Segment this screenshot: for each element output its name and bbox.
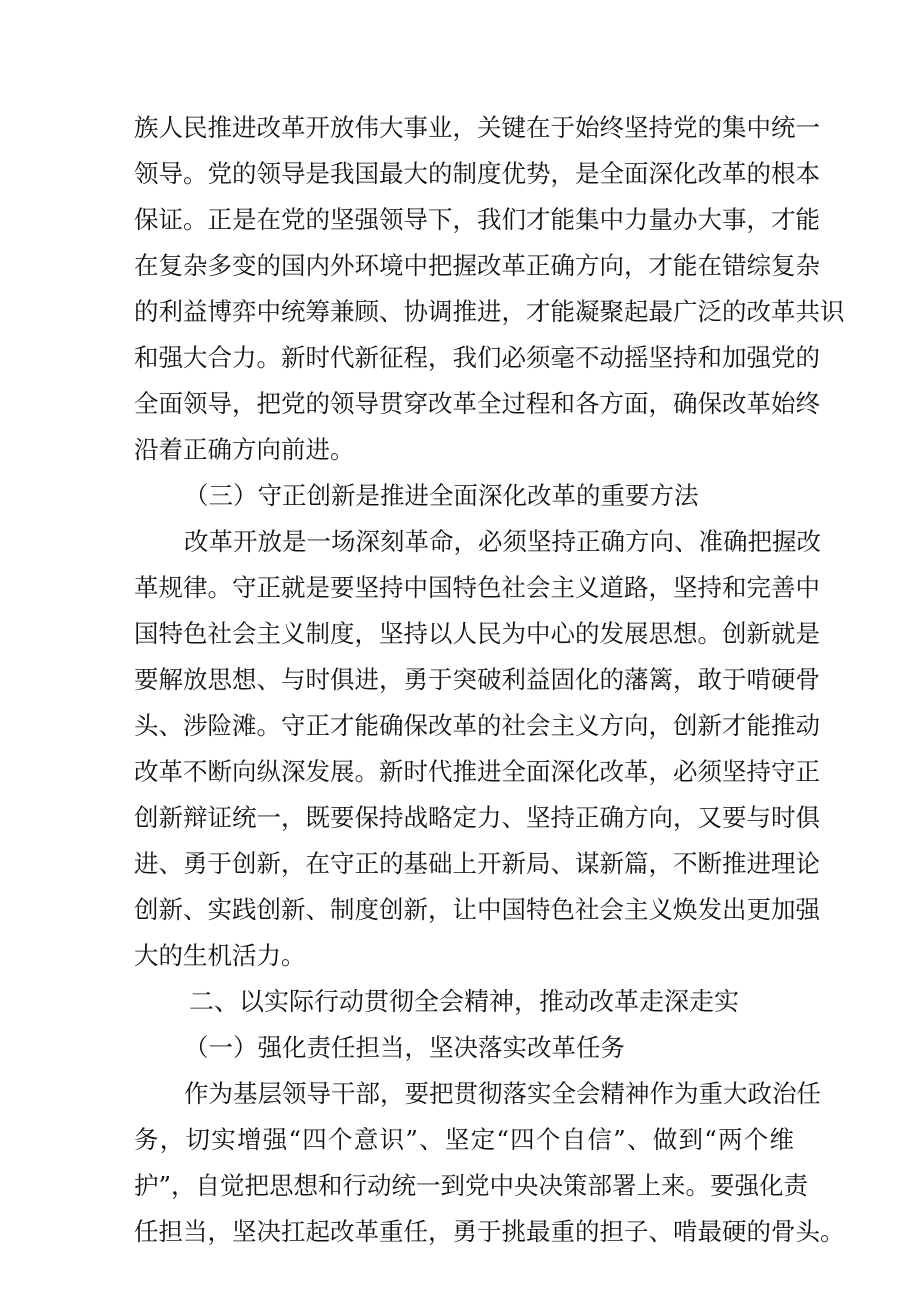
paragraph-1-line-8: 沿着正确方向前进。 bbox=[134, 435, 355, 464]
paragraph-2-line-4: 要解放思想、与时俱进，勇于突破利益固化的藩篱，敢于啃硬骨 bbox=[134, 665, 820, 694]
paragraph-2-line-7: 创新辩证统一，既要保持战略定力、坚持正确方向，又要与时俱 bbox=[134, 803, 820, 832]
paragraph-2-line-9: 创新、实践创新、制度创新，让中国特色社会主义焕发出更加强 bbox=[134, 895, 820, 924]
paragraph-3-line-3: 护”，自觉把思想和行动统一到党中央决策部署上来。要强化责 bbox=[134, 1171, 809, 1200]
subheading-3: （三）守正创新是推进全面深化改革的重要方法 bbox=[184, 481, 699, 510]
paragraph-2-line-2: 革规律。守正就是要坚持中国特色社会主义道路，坚持和完善中 bbox=[134, 573, 820, 602]
section-heading-2: 二、以实际行动贯彻全会精神，推动改革走深走实 bbox=[188, 987, 739, 1016]
paragraph-1-line-7: 全面领导，把党的领导贯穿改革全过程和各方面，确保改革始终 bbox=[134, 389, 820, 418]
paragraph-2-line-8: 进、勇于创新，在守正的基础上开新局、谋新篇，不断推进理论 bbox=[134, 849, 820, 878]
paragraph-1-line-2: 领导。党的领导是我国最大的制度优势，是全面深化改革的根本 bbox=[134, 159, 820, 188]
paragraph-3-line-1: 作为基层领导干部，要把贯彻落实全会精神作为重大政治任 bbox=[184, 1079, 821, 1108]
paragraph-2-line-6: 改革不断向纵深发展。新时代推进全面深化改革，必须坚持守正 bbox=[134, 757, 820, 786]
paragraph-2-line-5: 头、涉险滩。守正才能确保改革的社会主义方向，创新才能推动 bbox=[134, 711, 820, 740]
paragraph-1-line-5: 的利益博弈中统筹兼顾、协调推进，才能凝聚起最广泛的改革共识 bbox=[134, 297, 845, 326]
paragraph-3-line-2: 务，切实增强“四个意识”、坚定“四个自信”、做到“两个维 bbox=[134, 1125, 794, 1154]
paragraph-2-line-10: 大的生机活力。 bbox=[134, 941, 306, 970]
paragraph-2-line-3: 国特色社会主义制度，坚持以人民为中心的发展思想。创新就是 bbox=[134, 619, 820, 648]
paragraph-1-line-4: 在复杂多变的国内外环境中把握改革正确方向，才能在错综复杂 bbox=[134, 251, 820, 280]
subheading-1: （一）强化责任担当，坚决落实改革任务 bbox=[184, 1033, 625, 1062]
paragraph-3-line-4: 任担当，坚决扛起改革重任，勇于挑最重的担子、啃最硬的骨头。 bbox=[134, 1217, 845, 1246]
paragraph-2-line-1: 改革开放是一场深刻革命，必须坚持正确方向、准确把握改 bbox=[184, 527, 821, 556]
paragraph-1-line-3: 保证。正是在党的坚强领导下，我们才能集中力量办大事，才能 bbox=[134, 205, 820, 234]
paragraph-1-line-6: 和强大合力。新时代新征程，我们必须毫不动摇坚持和加强党的 bbox=[134, 343, 820, 372]
paragraph-1-line-1: 族人民推进改革开放伟大事业，关键在于始终坚持党的集中统一 bbox=[134, 113, 820, 142]
